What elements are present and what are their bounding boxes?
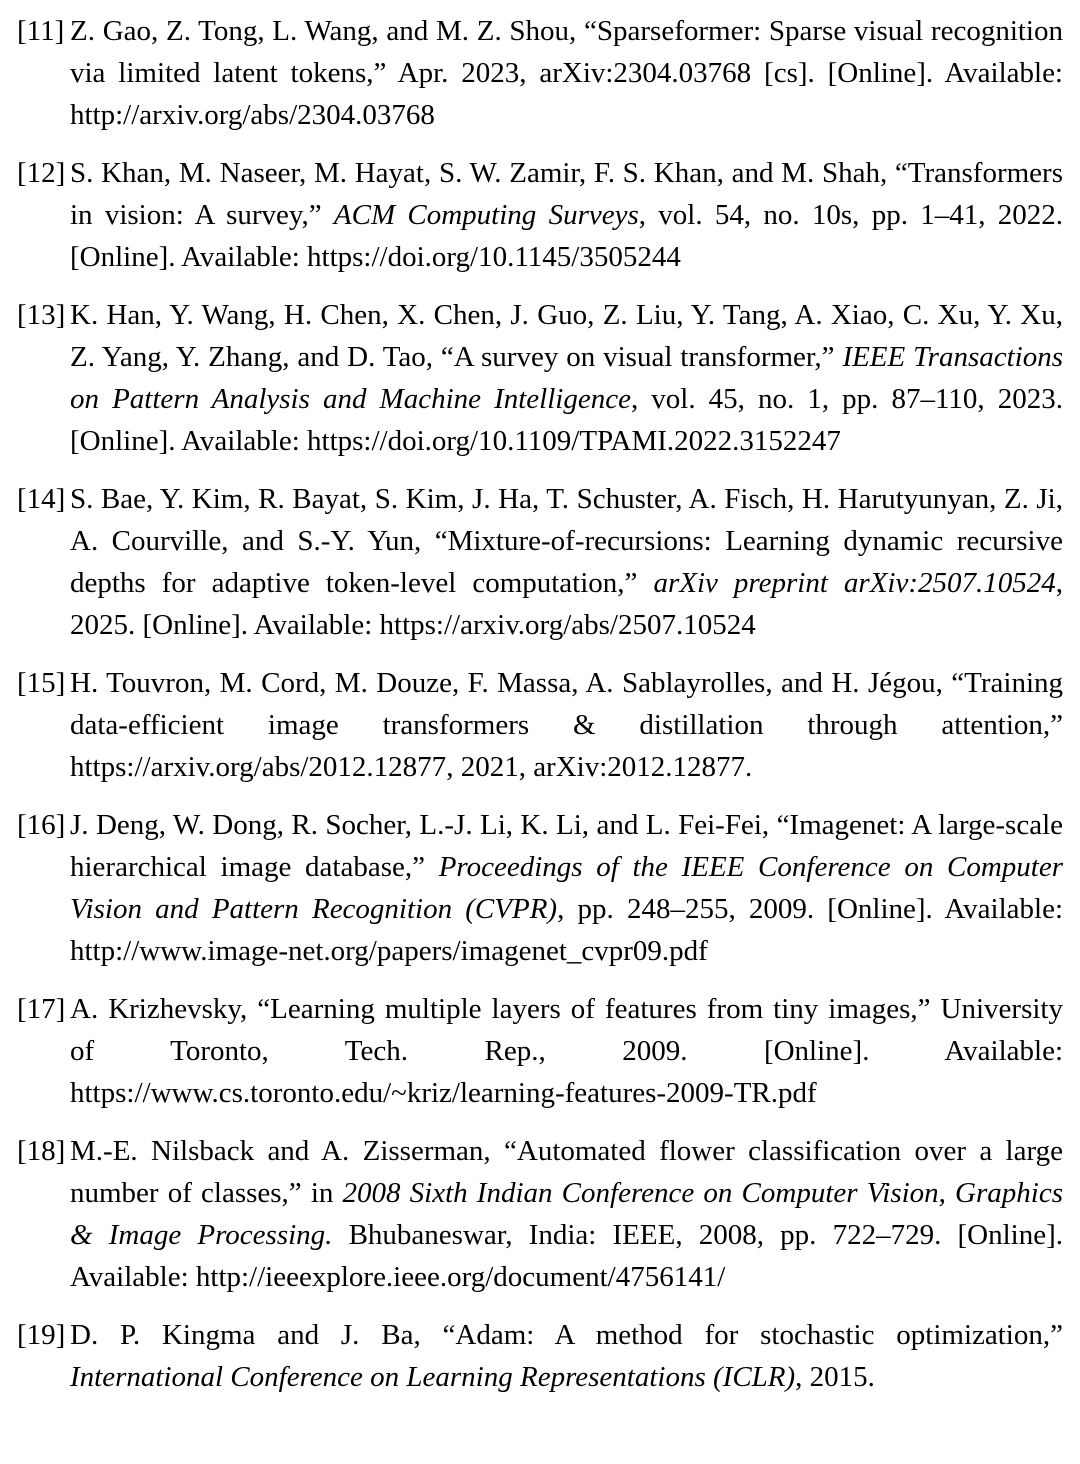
reference-text (70, 10, 1063, 136)
reference-text-segment: , 2025. [Online]. Available: (70, 567, 1064, 641)
reference-number: [15] (17, 667, 66, 699)
reference-url[interactable]: https://arxiv.org/abs/2012.12877 (70, 751, 447, 783)
reference-text-segment: M.-E. Nilsback and A. Zisserman, “Automated flower classification over a large number of classes,” in (70, 1135, 1063, 1209)
reference-url[interactable]: https://doi.org/10.1109/TPAMI.2022.3152247 (307, 425, 841, 457)
reference-number: [11] (17, 15, 65, 47)
reference-item (17, 988, 1063, 1114)
reference-number: [12] (17, 157, 66, 189)
reference-item (17, 1314, 1063, 1398)
reference-text-segment: , 2015. (795, 1361, 875, 1393)
reference-text (70, 478, 1063, 646)
reference-text-segment: S. Bae, Y. Kim, R. Bayat, S. Kim, J. Ha, T. Schuster, A. Fisch, H. Harutyunyan, Z. Ji, A. Courville, and S.-Y. Yun, “Mixture-of-recursions: Learning dynamic recursive depths for adaptive token-level computation,” (70, 483, 1063, 599)
reference-text-segment: S. Khan, M. Naseer, M. Hayat, S. W. Zamir, F. S. Khan, and M. Shah, “Transformers in vision: A survey,” (70, 157, 1063, 231)
reference-text-segment: , 2021, arXiv:2012.12877. (446, 751, 753, 783)
reference-text (70, 1130, 1063, 1298)
reference-venue: ACM Computing Surveys (333, 199, 639, 231)
reference-text (70, 988, 1063, 1114)
reference-text-segment: , pp. 248–255, 2009. [Online]. Available: (557, 893, 1063, 925)
reference-list (17, 10, 1063, 1398)
reference-text-segment: J. Deng, W. Dong, R. Socher, L.-J. Li, K. Li, and L. Fei-Fei, “Imagenet: A large-scale hierarchical image database,” (70, 809, 1063, 883)
reference-text (70, 1314, 1063, 1398)
reference-text-segment: D. P. Kingma and J. Ba, “Adam: A method for stochastic optimization,” (70, 1319, 1063, 1351)
reference-item (17, 10, 1063, 136)
reference-text-segment: , vol. 45, no. 1, pp. 87–110, 2023. [Online]. Available: (70, 383, 1063, 457)
reference-text-segment: , vol. 54, no. 10s, pp. 1–41, 2022. [Online]. Available: (70, 199, 1063, 273)
reference-text-segment: H. Touvron, M. Cord, M. Douze, F. Massa, A. Sablayrolles, and H. Jégou, “Training data-efficient image transformers & distillation through attention,” (70, 667, 1063, 741)
reference-text (70, 294, 1063, 462)
reference-text-segment: Bhubaneswar, India: IEEE, 2008, pp. 722–729. [Online]. Available: (70, 1219, 1063, 1293)
reference-item (17, 294, 1063, 462)
reference-text-segment: Z. Gao, Z. Tong, L. Wang, and M. Z. Shou, “Sparseformer: Sparse visual recognition via limited latent tokens,” Apr. 2023, arXiv:2304.03768 [cs]. [Online]. Available: (70, 15, 1063, 89)
reference-item (17, 1130, 1063, 1298)
reference-item (17, 152, 1063, 278)
reference-number: [17] (17, 993, 66, 1025)
reference-venue: Proceedings of the IEEE Conference on Computer Vision and Pattern Recognition (CVPR) (70, 851, 1064, 925)
reference-venue: International Conference on Learning Representations (ICLR) (70, 1361, 796, 1393)
reference-url[interactable]: http://ieeexplore.ieee.org/document/4756141/ (195, 1261, 726, 1293)
reference-text (70, 662, 1063, 788)
reference-text-segment: A. Krizhevsky, “Learning multiple layers of features from tiny images,” University of Toronto, Tech. Rep., 2009. [Online]. Available: (70, 993, 1063, 1067)
reference-text-segment: K. Han, Y. Wang, H. Chen, X. Chen, J. Guo, Z. Liu, Y. Tang, A. Xiao, C. Xu, Y. Xu, Z. Yang, Y. Zhang, and D. Tao, “A survey on visual transformer,” (70, 299, 1063, 373)
reference-number: [13] (17, 299, 66, 331)
reference-text (70, 152, 1063, 278)
reference-number: [19] (17, 1319, 66, 1351)
reference-item (17, 804, 1063, 972)
reference-item (17, 662, 1063, 788)
reference-venue: 2008 Sixth Indian Conference on Computer Vision, Graphics & Image Processing. (70, 1177, 1063, 1251)
reference-venue: IEEE Transactions on Pattern Analysis and Machine Intelligence (70, 341, 1064, 415)
reference-url[interactable]: http://arxiv.org/abs/2304.03768 (70, 99, 435, 131)
reference-venue: arXiv preprint arXiv:2507.10524 (653, 567, 1056, 599)
reference-url[interactable]: http://www.image-net.org/papers/imagenet_cvpr09.pdf (70, 935, 708, 967)
reference-url[interactable]: https://doi.org/10.1145/3505244 (307, 241, 681, 273)
reference-url[interactable]: https://arxiv.org/abs/2507.10524 (379, 609, 756, 641)
reference-number: [16] (17, 809, 66, 841)
reference-item (17, 478, 1063, 646)
reference-number: [18] (17, 1135, 66, 1167)
reference-number: [14] (17, 483, 66, 515)
reference-url[interactable]: https://www.cs.toronto.edu/~kriz/learning-features-2009-TR.pdf (70, 1077, 817, 1109)
reference-text (70, 804, 1063, 972)
